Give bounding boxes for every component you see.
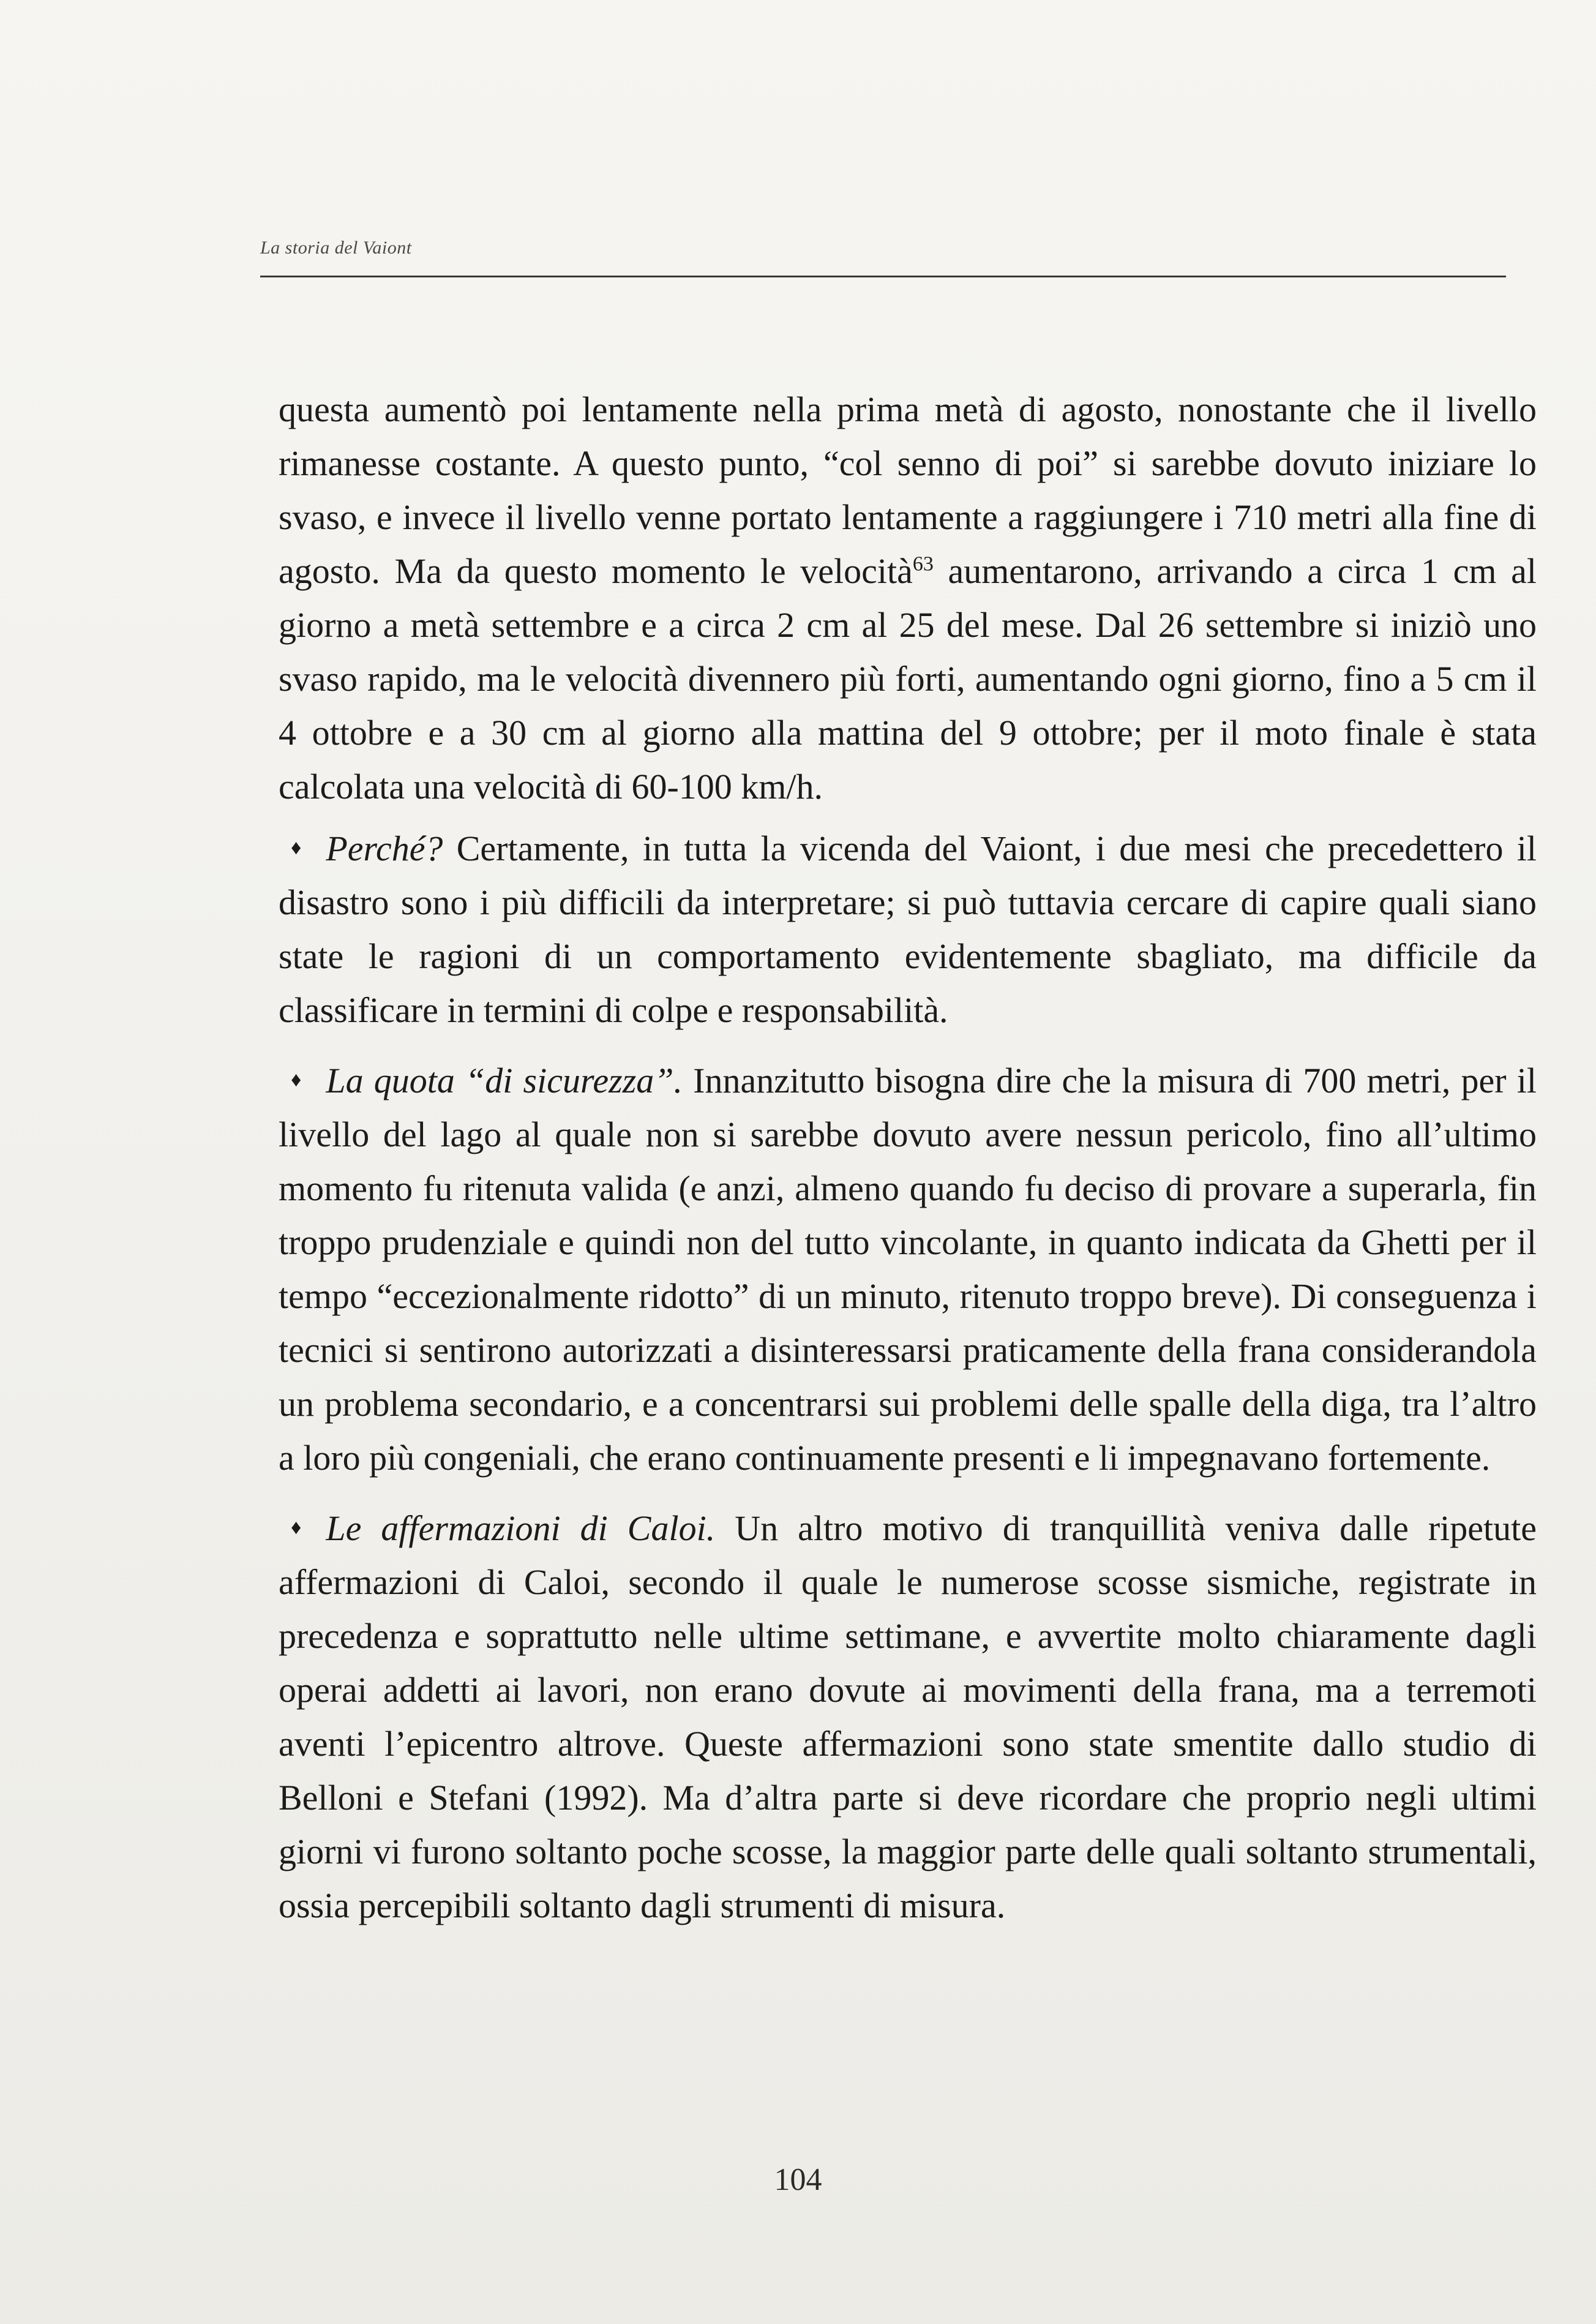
paragraph-text: Innanzitutto bisogna dire che la misura di 700 metri, per il livello del lago al quale non si sarebbe dovuto avere nessun pericolo, fino all’ultimo momento fu ritenuta valida (e anzi, almeno quando fu deciso di provare a superarla, fin troppo prudenziale e quindi non del tutto vincolante, in quanto indicata da Ghetti per il tempo “eccezionalmente ridotto” di un minuto, ritenuto troppo breve). Di conseguenza i tecnici si sentirono autorizzati a disinteressarsi praticamente della frana considerandola un problema secondario, e a concentrarsi sui problemi delle spalle della diga, tra l’altro a loro più congeniali, che erano continuamente presenti e li impegnavano fortemente. — [279, 1061, 1537, 1478]
header-rule — [260, 276, 1506, 277]
paragraph-text: aumentarono, arrivando a circa 1 cm al giorno a metà settembre e a circa 2 cm al 25 del mese. Dal 26 settembre si iniziò uno svaso rapido, ma le velocità divennero più forti, aumentando ogni giorno, fino a 5 cm il 4 ottobre e a 30 cm al giorno alla mattina del 9 ottobre; per il moto finale è stata calcolata una velocità di 60-100 km/h. — [279, 551, 1537, 807]
running-header: La storia del Vaiont — [260, 238, 412, 258]
footnote-reference: 63 — [912, 552, 934, 576]
paragraph-affermazioni-caloi — [279, 1501, 1537, 1933]
paragraph-text: questa aumentò poi lentamente nella prima metà di agosto, nonostante che il livello rimanesse costante. A questo punto, “col senno di poi” si sarebbe dovuto iniziare lo svaso, e invece il livello venne portato lentamente a raggiungere i 710 metri alla fine di agosto. Ma da questo momento le velocità — [279, 389, 1537, 591]
diamond-bullet-icon: ♦ — [291, 1516, 302, 1539]
paragraph-continuation — [279, 383, 1537, 814]
paragraph-perche — [279, 821, 1537, 1037]
body-text — [279, 383, 1537, 1933]
paragraph-lead: Le affermazioni di Caloi. — [326, 1508, 716, 1548]
paragraph-lead: La quota “di sicurezza”. — [326, 1061, 683, 1100]
diamond-bullet-icon: ♦ — [291, 837, 302, 859]
paragraph-lead: Perché? — [326, 829, 443, 868]
paragraph-quota-sicurezza — [279, 1053, 1537, 1485]
paragraph-text: Un altro motivo di tranquillità veniva dalle ripetute affermazioni di Caloi, secondo il quale le numerose scosse sismiche, registrate in precedenza e soprattutto nelle ultime settimane, e avvertite molto chiaramente dagli operai addetti ai lavori, non erano dovute ai movimenti della frana, ma a terremoti aventi l’epicentro altrove. Queste affermazioni sono state smentite dallo studio di Belloni e Stefani (1992). Ma d’altra parte si deve ricordare che proprio negli ultimi giorni vi furono soltanto poche scosse, la maggior parte delle quali soltanto strumentali, ossia percepibili soltanto dagli strumenti di misura. — [279, 1508, 1537, 1925]
paragraph-text: Certamente, in tutta la vicenda del Vaiont, i due mesi che precedettero il disastro sono i più difficili da interpretare; si può tuttavia cercare di capire quali siano state le ragioni di un comportamento evidentemente sbagliato, ma difficile da classificare in termini di colpe e responsabilità. — [279, 829, 1537, 1030]
page-number: 104 — [774, 2162, 822, 2197]
diamond-bullet-icon: ♦ — [291, 1069, 302, 1091]
